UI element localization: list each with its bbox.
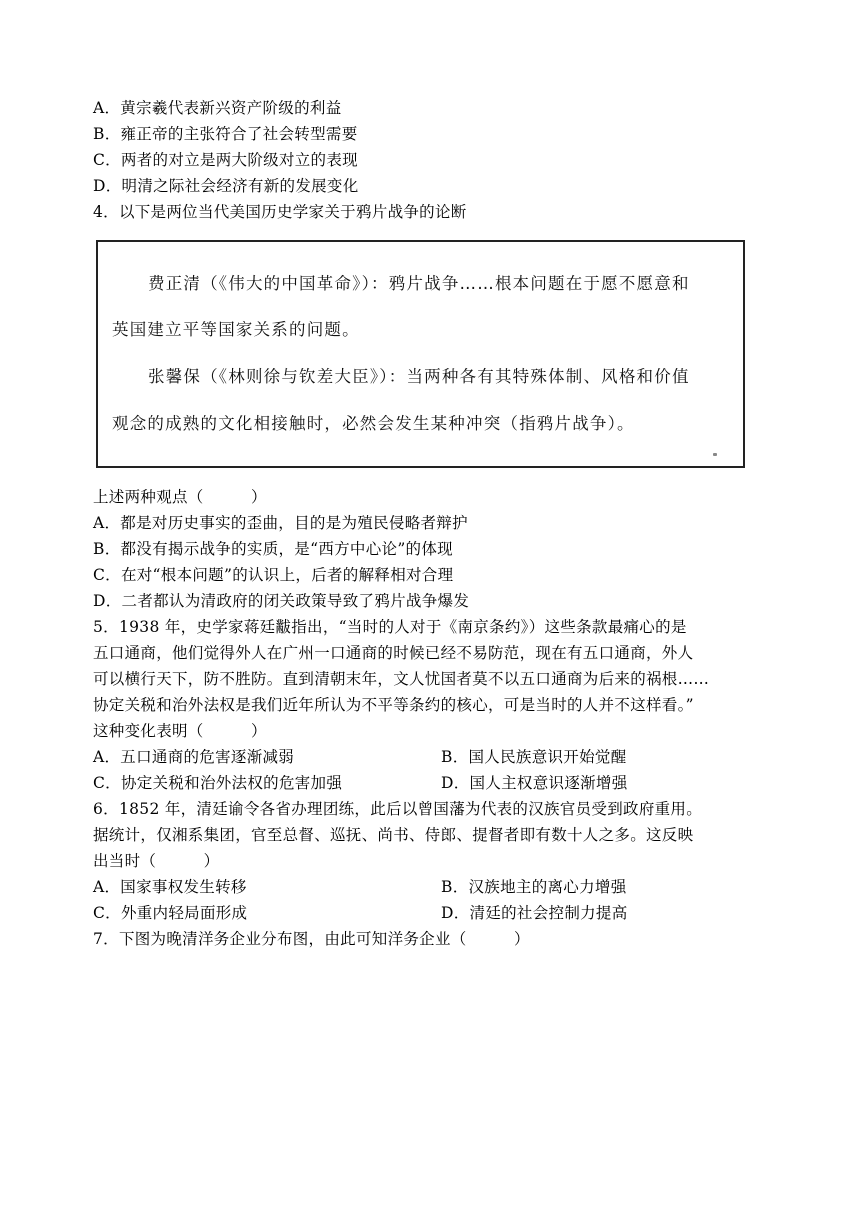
q6-option-a: A．国家事权发生转移 [93,878,247,896]
q5-stem-line1: 5．1938 年，史学家蒋廷黻指出，“当时的人对于《南京条约》）这些条款最痛心的是 [93,618,687,636]
q5-option-d: D．国人主权意识逐渐增强 [441,774,628,792]
q7-stem: 7．下图为晚清洋务企业分布图，由此可知洋务企业（ ） [93,930,530,948]
quote-box [96,240,745,468]
q5-option-b: B．国人民族意识开始觉醒 [441,748,627,766]
q5-option-c: C．协定关税和治外法权的危害加强 [93,774,343,792]
q6-option-d: D．清廷的社会控制力提高 [441,904,628,922]
q4-option-c: C．在对“根本问题”的认识上，后者的解释相对合理 [93,566,454,584]
q4-stem-intro: 4．以下是两位当代美国历史学家关于鸦片战争的论断 [93,203,467,221]
q6-stem-line2: 据统计，仅湘系集团，官至总督、巡抚、尚书、侍郎、提督者即有数十人之多。这反映 [93,826,694,844]
q5-stem-line2: 五口通商，他们觉得外人在广州一口通商的时候已经不易防范，现在有五口通商，外人 [93,644,694,662]
q6-stem-line1: 6．1852 年，清廷谕令各省办理团练，此后以曾国藩为代表的汉族官员受到政府重用。 [93,800,703,818]
quote-fairbank: 费正清（《伟大的中国革命》）：鸦片战争……根本问题在于愿不愿意和 [148,274,690,293]
q4-stem: 上述两种观点（ ） [93,488,267,506]
q5-stem-line4: 协定关税和治外法权是我们近年所认为不平等条约的核心，可是当时的人并不这样看。” [93,696,694,714]
q4-option-d: D．二者都认为清政府的闭关政策导致了鸦片战争爆发 [93,592,470,610]
q3-option-b: B．雍正帝的主张符合了社会转型需要 [93,125,358,143]
q6-option-c: C．外重内轻局面形成 [93,904,248,922]
q4-option-b: B．都没有揭示战争的实质，是“西方中心论”的体现 [93,540,453,558]
q5-stem-line5: 这种变化表明（ ） [93,722,267,740]
scan-speck [713,453,717,456]
quote-chang: 张馨保（《林则徐与钦差大臣》）：当两种各有其特殊体制、风格和价值 [148,367,690,386]
quote-fairbank-cont: 英国建立平等国家关系的问题。 [112,320,360,339]
q3-option-a: A．黄宗羲代表新兴资产阶级的利益 [93,99,342,117]
quote-chang-cont: 观念的成熟的文化相接触时，必然会发生某种冲突（指鸦片战争）。 [112,414,635,433]
q5-option-a: A．五口通商的危害逐渐减弱 [93,748,295,766]
q3-option-c: C．两者的对立是两大阶级对立的表现 [93,151,358,169]
q4-option-a: A．都是对历史事实的歪曲，目的是为殖民侵略者辩护 [93,514,468,532]
q3-option-d: D．明清之际社会经济有新的发展变化 [93,177,359,195]
q5-stem-line3: 可以横行天下，防不胜防。直到清朝末年，文人忧国者莫不以五口通商为后来的祸根…… [93,670,710,688]
q6-stem-line3: 出当时（ ） [93,852,220,870]
q6-option-b: B．汉族地主的离心力增强 [441,878,627,896]
